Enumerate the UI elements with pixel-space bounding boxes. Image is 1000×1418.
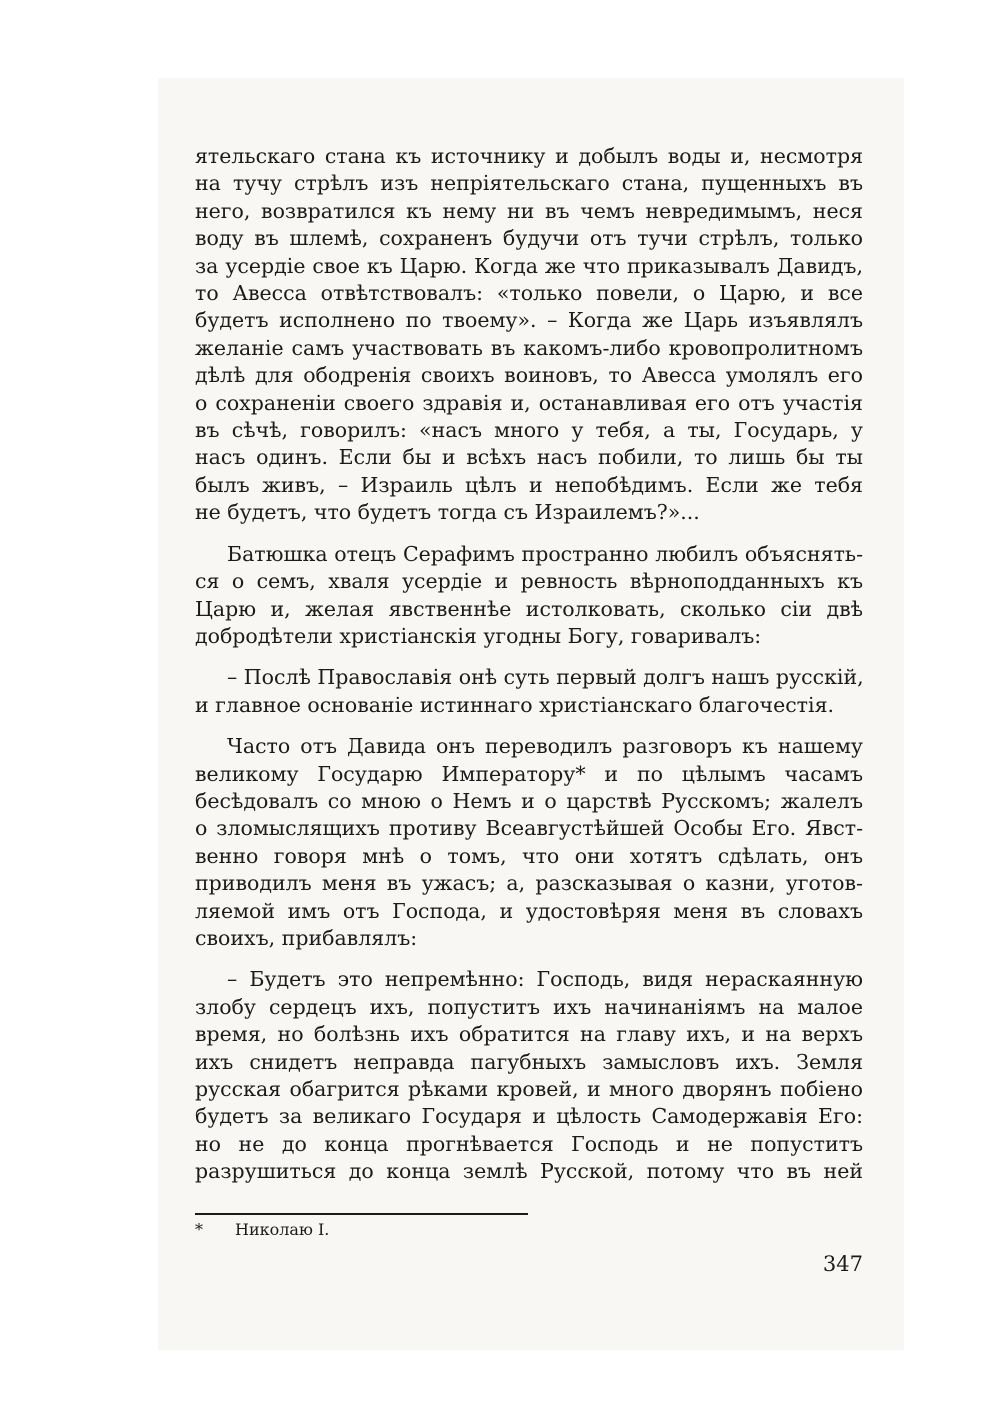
- text-line: будетъ за великаго Государя и цѣлость Самодержавія Его:: [195, 1104, 863, 1129]
- paragraph-1: [195, 143, 863, 527]
- text-line: венно говоря мнѣ о томъ, что они хотятъ сдѣлать, онъ: [195, 843, 863, 868]
- text-line: – Будетъ это непремѣнно: Господь, видя нераскаянную: [227, 967, 863, 992]
- text-line: приводилъ меня въ ужасъ; а, разсказывая о казни, уготов-: [195, 871, 863, 896]
- text-line: своихъ, прибавлялъ:: [195, 925, 418, 950]
- text-line: ся о семъ, хваля усердіе и ревность вѣрноподданныхъ къ: [195, 569, 863, 594]
- paragraph-3: [195, 664, 863, 719]
- text-line: ятельскаго стана къ источнику и добылъ воды и, несмотря: [195, 144, 863, 168]
- text-line: на тучу стрѣлъ изъ непріятельскаго стана, пущенныхъ въ: [195, 171, 863, 196]
- text-line: воду въ шлемѣ, сохраненъ будучи отъ тучи стрѣлъ, только: [195, 226, 863, 251]
- text-line: ихъ снидетъ неправда пагубныхъ замысловъ ихъ. Земля: [195, 1049, 863, 1074]
- text-line: великому Государю Императору* и по цѣлымъ часамъ: [195, 761, 863, 786]
- footnote-mark: *: [195, 1220, 203, 1239]
- paragraph-gap: [195, 719, 863, 733]
- text-line: ляемой имъ отъ Господа, и удостовѣряя меня въ словахъ: [195, 898, 863, 923]
- text-line: бесѣдовалъ со мною о Немъ и о царствѣ Русскомъ; жалелъ: [195, 788, 863, 813]
- paragraph-4: [195, 733, 863, 952]
- paragraph-gap: [195, 952, 863, 966]
- text-line: русская обагрится рѣками кровей, и много дворянъ побіено: [195, 1077, 863, 1101]
- text-line: то Авесса отвѣтствовалъ: «только повели, о Царю, и все: [195, 281, 863, 306]
- text-line: но не до конца прогнѣвается Господь и не попуститъ: [195, 1131, 863, 1156]
- text-line: Царю и, желая явственнѣе истолковать, сколько сіи двѣ: [195, 596, 863, 621]
- text-line: желаніе самъ участвовать въ какомъ-либо кровопролитномъ: [195, 335, 863, 360]
- paragraph-5: [195, 966, 863, 1185]
- text-line: и главное основаніе истиннаго христіанскаго благочестія.: [195, 692, 835, 717]
- text-line: Часто отъ Давида онъ переводилъ разговоръ къ нашему: [227, 734, 863, 759]
- text-line: Батюшка отецъ Серафимъ пространно любилъ объяснять-: [227, 541, 863, 566]
- text-line: дѣлѣ для ободренія своихъ воиновъ, то Авесса умолялъ его: [195, 363, 863, 388]
- text-line: о зломыслящихъ противу Всеавгустѣйшей Особы Его. Явст-: [195, 816, 863, 841]
- text-line: – Послѣ Православія онѣ суть первый долгъ нашъ русскій,: [227, 665, 864, 690]
- text-line: не будетъ, что будетъ тогда съ Израилемъ?»...: [195, 500, 700, 525]
- paragraph-gap: [195, 650, 863, 664]
- text-line: него, возвратился къ нему ни въ чемъ невредимымъ, неся: [195, 198, 863, 223]
- footnote: [195, 1219, 329, 1241]
- paragraph-gap: [195, 527, 863, 541]
- footnote-text: Николаю I.: [235, 1220, 330, 1239]
- text-line: будетъ исполнено по твоему». – Когда же Царь изъявлялъ: [195, 308, 863, 333]
- page-number: 347: [822, 1252, 863, 1276]
- text-line: время, но болѣзнь ихъ обратится на главу ихъ, и на верхъ: [195, 1022, 863, 1047]
- text-line: насъ одинъ. Если бы и всѣхъ насъ побили, то лишь бы ты: [195, 445, 863, 470]
- paragraph-2: [195, 541, 863, 651]
- text-line: въ сѣчѣ, говорилъ: «насъ много у тебя, а ты, Государь, у: [195, 418, 863, 443]
- text-line: разрушиться до конца землѣ Русской, потому что въ ней: [195, 1159, 863, 1184]
- text-line: былъ живъ, – Израиль цѣлъ и непобѣдимъ. Если же тебя: [195, 472, 863, 497]
- text-line: злобу сердецъ ихъ, попуститъ ихъ начинаніямъ на малое: [195, 994, 863, 1019]
- text-line: о сохраненіи своего здравія и, останавливая его отъ участія: [195, 390, 863, 415]
- text-line: добродѣтели христіанскія угодны Богу, говаривалъ:: [195, 623, 762, 648]
- footnote-divider: [195, 1213, 528, 1215]
- body-text: [195, 143, 863, 1186]
- text-line: за усердіе свое къ Царю. Когда же что приказывалъ Давидъ,: [195, 253, 863, 278]
